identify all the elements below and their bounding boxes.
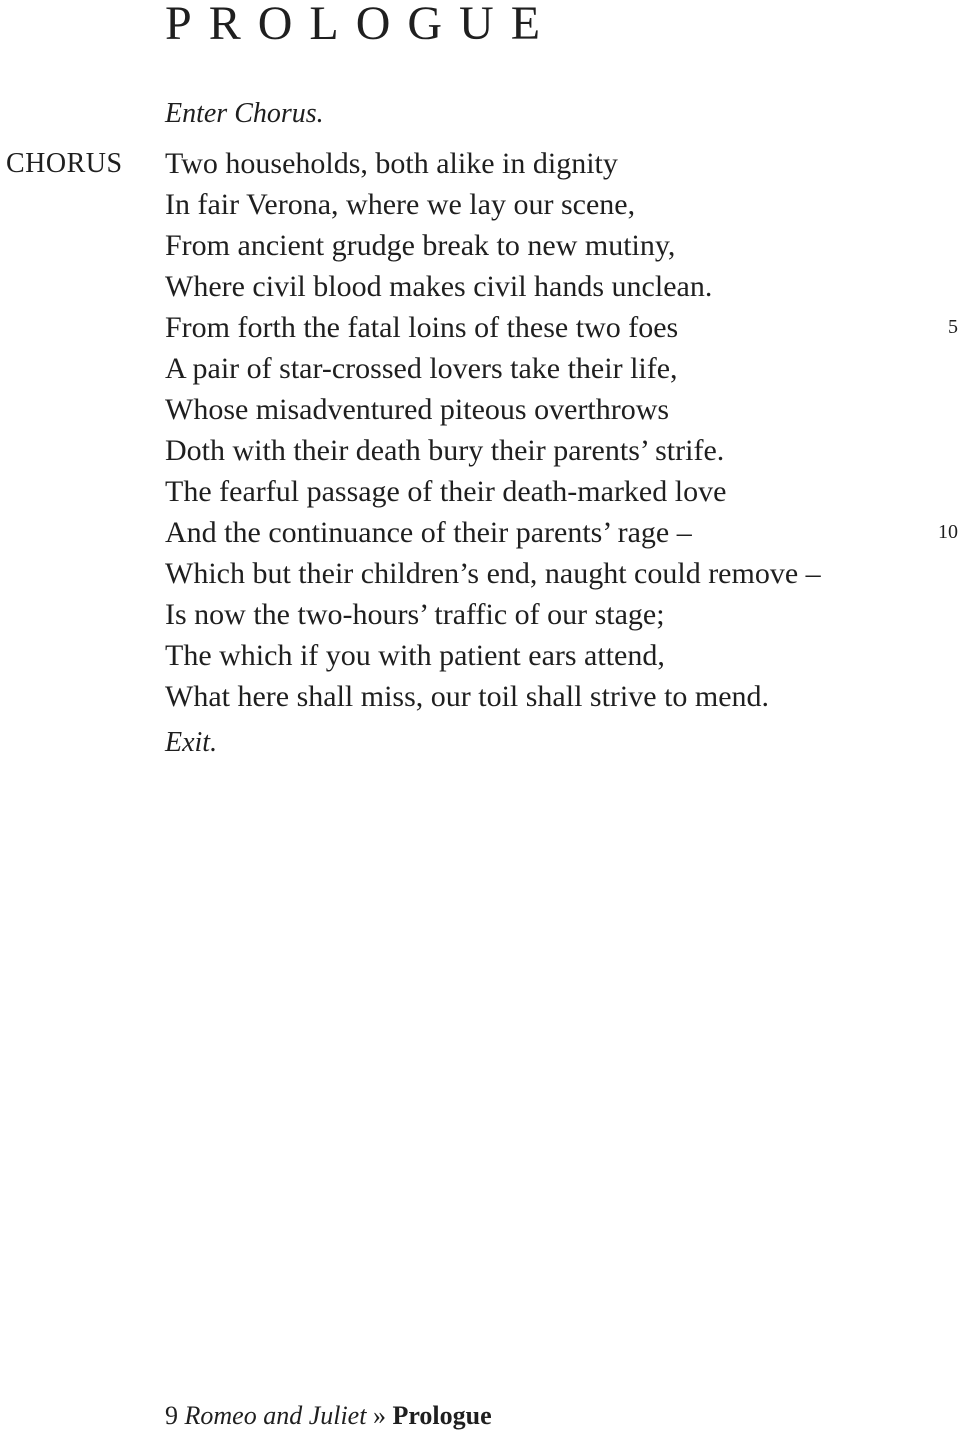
page-footer	[165, 1396, 492, 1436]
verse-line: A pair of star-crossed lovers take their life,	[165, 352, 678, 385]
page-number: 9	[165, 1401, 178, 1430]
verse-line: Is now the two-hours’ traffic of our stage;	[165, 598, 665, 631]
speaker-name: CHORUS	[6, 148, 123, 179]
line-number-10: 10	[938, 521, 958, 543]
verse-line: From forth the fatal loins of these two foes	[165, 311, 679, 344]
verse-block	[165, 144, 945, 718]
verse-line: Whose misadventured piteous overthrows	[165, 393, 670, 426]
book-title: Romeo and Juliet	[184, 1401, 367, 1430]
stage-direction-enter: Enter Chorus.	[165, 98, 324, 129]
section-name: Prologue	[392, 1401, 492, 1430]
verse-line: And the continuance of their parents’ rage –	[165, 516, 692, 549]
line-number-5: 5	[948, 316, 958, 338]
verse-line: Two households, both alike in dignity	[165, 147, 618, 180]
verse-line: In fair Verona, where we lay our scene,	[165, 188, 636, 221]
page-title: PROLOGUE	[165, 0, 558, 50]
verse-line: Doth with their death bury their parents’ strife.	[165, 434, 725, 467]
verse-line: The which if you with patient ears attend,	[165, 639, 665, 672]
verse-line: From ancient grudge break to new mutiny,	[165, 229, 676, 262]
verse-line: Where civil blood makes civil hands unclean.	[165, 270, 713, 303]
verse-line: What here shall miss, our toil shall strive to mend.	[165, 680, 770, 713]
verse-line: Which but their children’s end, naught could remove –	[165, 557, 821, 590]
stage-direction-exit: Exit.	[165, 727, 218, 758]
breadcrumb-separator: »	[372, 1401, 386, 1430]
verse-line: The fearful passage of their death-marked love	[165, 475, 727, 508]
